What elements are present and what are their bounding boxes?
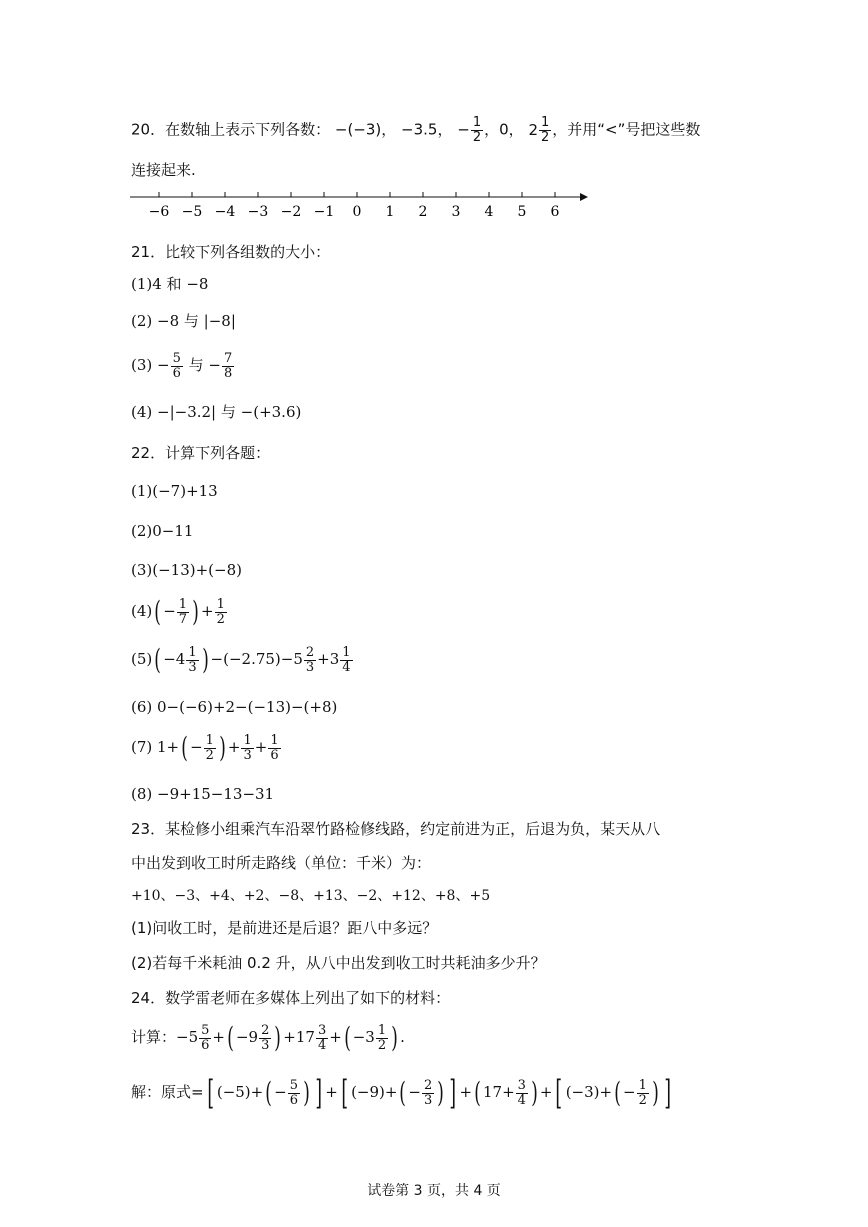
q22-p3: (3)(−13)+(−8): [131, 561, 242, 579]
number-line-arrow: [580, 193, 588, 201]
number-line-tick-label: −1: [313, 204, 335, 220]
q24-solution: 解：原式=[ (−5)+( − $\frac{5}{6}$ ) ] +[ (−9)+( − $\frac{2}{3}$ ) ] +( 17+ $\frac{3}{4}$ ) +[ (−3)+( − $\frac{1}{2}$ ) ]: [131, 1073, 671, 1113]
number-line-tick-label: 5: [517, 204, 527, 220]
q21-p2: (2) −8 与 |−8|: [131, 312, 236, 330]
q22-p2: (2)0−11: [131, 522, 194, 540]
q23-line1: 23．某检修小组乘汽车沿翠竹路检修线路，约定前进为正，后退为负，某天从八: [131, 820, 661, 838]
q20-text-b: ，并用“<”号把这些数: [552, 120, 701, 139]
q20-n2: −3.5，: [401, 120, 453, 139]
q20-n4: ，0，: [484, 120, 524, 139]
q21-p4: (4) −|−3.2| 与 −(+3.6): [131, 403, 302, 421]
number-line-tick-label: 3: [451, 204, 461, 220]
q21-p3: (3) − $\frac{5}{6}$ 与 − $\frac{7}{8}$: [131, 351, 233, 381]
number-line-tick-label: −5: [181, 204, 203, 220]
q20-n5: 2 $\frac{1}{2}$: [528, 115, 550, 145]
q23-q2: (2)若每千米耗油 0.2 升，从八中出发到收工时共耗油多少升？: [131, 954, 546, 972]
q20-n1: −(−3)，: [334, 120, 397, 139]
number-line-tick-label: −6: [148, 204, 170, 220]
q21-p1: (1)4 和 −8: [131, 275, 209, 293]
q23-q1: (1)问收工时，是前进还是后退？距八中多远？: [131, 919, 438, 937]
q21-title: 21．比较下列各组数的大小：: [131, 243, 331, 261]
q22-title: 22．计算下列各题：: [131, 444, 271, 462]
number-line-tick-label: 6: [550, 204, 560, 220]
q22-p8: (8) −9+15−13−31: [131, 785, 275, 803]
number-line-tick-label: −3: [247, 204, 269, 220]
q24-line1: 24．数学雷老师在多媒体上列出了如下的材料：: [131, 989, 451, 1007]
q22-p4: (4)( − $\frac{1}{7}$ ) + $\frac{1}{2}$: [131, 595, 225, 629]
number-line-tick-label: 4: [484, 204, 494, 220]
number-line-tick-label: 1: [385, 204, 395, 220]
number-line-tick-label: −2: [280, 204, 302, 220]
q22-p6: (6) 0−(−6)+2−(−13)−(+8): [131, 698, 338, 716]
q22-p1: (1)(−7)+13: [131, 482, 218, 500]
number-line-tick-label: 2: [418, 204, 428, 220]
q23-line2: 中出发到收工时所走路线（单位：千米）为：: [131, 854, 432, 872]
number-line-tick-label: 0: [352, 204, 362, 220]
number-line-tick-label: −4: [214, 204, 236, 220]
q20-line1: [131, 116, 700, 144]
q22-p5: (5)( −4 $\frac{1}{3}$ ) −(−2.75)−5 $\frac{2}{3}$ +3 $\frac{1}{4}$: [131, 643, 351, 677]
q24-calc: 计算：−5 $\frac{5}{6}$ +( −9 $\frac{2}{3}$ ) +17 $\frac{3}{4}$ +( −3 $\frac{1}{2}$ ) .: [131, 1021, 405, 1055]
number-line: [128, 188, 598, 222]
q23-route: +10、−3、+4、+2、−8、+13、−2、+12、+8、+5: [131, 888, 491, 904]
q22-p7: (7) 1+( − $\frac{1}{2}$ ) + $\frac{1}{3}$ + $\frac{1}{6}$: [131, 731, 279, 765]
q20-text-a: 20．在数轴上表示下列各数：: [131, 120, 331, 139]
q20-n3-fraction: $\frac{1}{2}$: [472, 115, 482, 145]
page-footer: 试卷第 3 页，共 4 页: [367, 1183, 501, 1199]
q20-line2: 连接起来.: [131, 161, 196, 179]
q20-n3-sign: −: [457, 120, 470, 139]
